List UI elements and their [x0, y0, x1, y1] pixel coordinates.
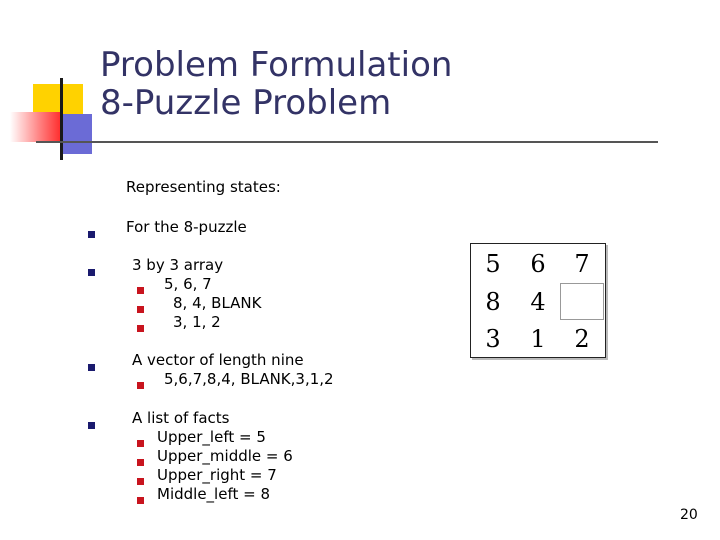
puzzle-cell: 4 [530, 287, 546, 316]
sub-bullet-marker [137, 440, 144, 447]
sub-bullet-text: Upper_left = 5 [157, 428, 266, 446]
sub-bullet-marker [137, 478, 144, 485]
sub-bullet-marker [137, 287, 144, 294]
title-underline [36, 141, 658, 143]
sub-bullet-text: Upper_middle = 6 [157, 447, 293, 465]
bullet-marker [88, 422, 95, 429]
puzzle-grid [470, 243, 606, 358]
slide-title [100, 46, 452, 122]
title-decoration-blue-square [60, 114, 92, 154]
intro-text: Representing states: [126, 178, 281, 196]
puzzle-cell: 7 [574, 249, 590, 278]
page-number: 20 [680, 507, 698, 523]
slide-title-line-1: Problem Formulation [100, 45, 453, 85]
bullet-text: For the 8-puzzle [126, 218, 247, 236]
sub-bullet-text: 5,6,7,8,4, BLANK,3,1,2 [164, 370, 334, 388]
title-decoration-vertical-line [60, 78, 63, 160]
sub-bullet-text: 5, 6, 7 [164, 275, 212, 293]
bullet-marker [88, 269, 95, 276]
puzzle-cell: 2 [574, 324, 590, 353]
sub-bullet-marker [137, 325, 144, 332]
puzzle-cell: 8 [485, 287, 501, 316]
sub-bullet-text: 3, 1, 2 [173, 313, 221, 331]
bullet-text: 3 by 3 array [132, 256, 224, 274]
sub-bullet-marker [137, 459, 144, 466]
puzzle-cell: 3 [485, 324, 501, 353]
sub-bullet-marker [137, 306, 144, 313]
puzzle-cell: 6 [530, 249, 546, 278]
slide-title-line-2: 8-Puzzle Problem [100, 83, 392, 123]
sub-bullet-marker [137, 382, 144, 389]
sub-bullet-marker [137, 497, 144, 504]
bullet-marker [88, 364, 95, 371]
bullet-text: A list of facts [132, 409, 230, 427]
bullet-marker [88, 231, 95, 238]
sub-bullet-text: Upper_right = 7 [157, 466, 277, 484]
puzzle-cell: 5 [485, 249, 501, 278]
title-decoration-red-bar [10, 112, 60, 142]
puzzle-blank-cell [560, 283, 604, 320]
sub-bullet-text: 8, 4, BLANK [173, 294, 262, 312]
sub-bullet-text: Middle_left = 8 [157, 485, 270, 503]
bullet-text: A vector of length nine [132, 351, 304, 369]
puzzle-cell: 1 [530, 324, 546, 353]
